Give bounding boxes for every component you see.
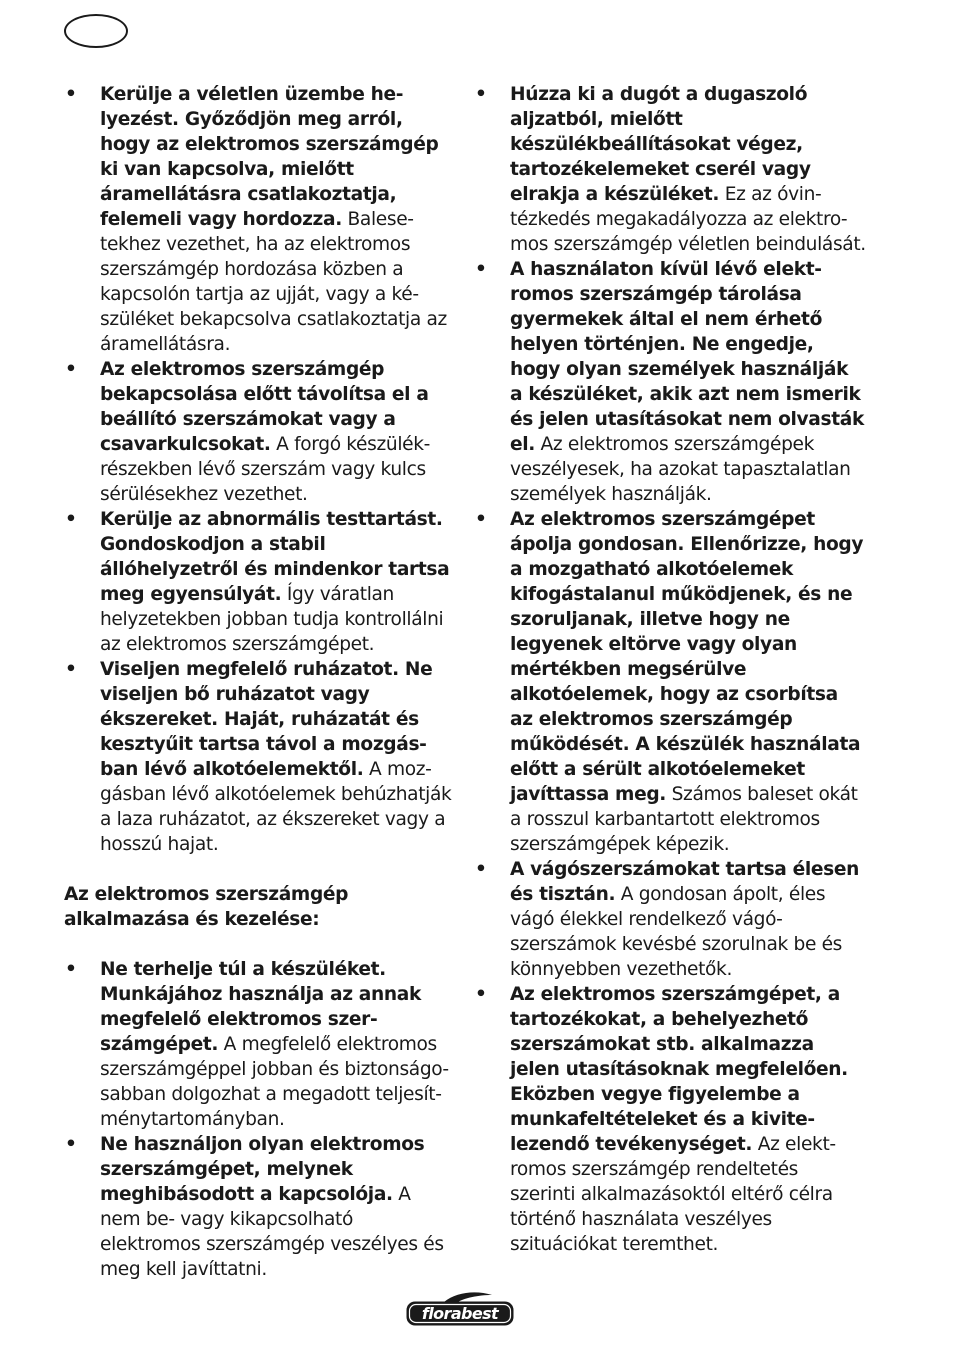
bullet: • <box>475 509 487 530</box>
item-bold-text: Ne használjon olyan elektromos szerszámgépet, melynek meghibásodott a kapcsolója. <box>100 1134 425 1205</box>
item-text: Így váratlan helyzetekben jobban tudja kontrollálni az elektromos szerszámgépet. <box>100 584 444 655</box>
bullet: • <box>65 1134 77 1155</box>
list-item <box>474 82 866 257</box>
bullet: • <box>475 984 487 1005</box>
item-bold-text: Kerülje az abnormális testtartást. Gondoskodjon a stabil állóhelyzetről és mindenkor tartsa meg egyensúlyát. <box>100 509 450 605</box>
bullet: • <box>65 509 77 530</box>
item-text: A gondosan ápolt, éles vágó élekkel rendelkező vágószerszámok kevésbé szorulnak be és könnyebben vezethetők. <box>510 884 843 980</box>
item-text: Az elektromos szerszámgépek veszélyesek, ha azokat tapasztalatlan személyek használják. <box>510 434 851 505</box>
florabest-logo <box>404 1290 516 1328</box>
right-column <box>474 82 866 1257</box>
list-item <box>64 1132 456 1282</box>
bullet: • <box>475 259 487 280</box>
list-item <box>474 982 866 1257</box>
section-heading: Az elektromos szerszámgép alkalmazása és kezelése: <box>64 884 349 930</box>
item-bold-text: Az elektromos szerszámgépet ápolja gondosan. Ellenőrizze, hogy a mozgatható alkotóelemek kifogástalanul működjenek, és ne szoruljanak, illetve hogy ne legyenek eltörve vagy olyan mértékben megsérülve alkotóelemek, hogy az csorbítsa az elektromos szerszámgép működését. A készülék használata előtt a sérült alkotóelemeket javíttassa meg. <box>510 509 864 805</box>
item-bold-text: Az elektromos szerszámgépet, a tartozékokat, a behelyezhető szerszámokat stb. alkalmazza jelen utasításoknak megfelelően. Eközben vegye figyelembe a munkafeltételeket és a kivitelezendő tevékenységet. <box>510 984 848 1155</box>
item-text: Számos baleset okát a rosszul karbantartott elektromos szerszámgépek képezik. <box>510 784 858 855</box>
logo-leaf-icon <box>444 1292 492 1303</box>
left-column <box>64 82 456 1282</box>
item-bold-text: Az elektromos szerszámgép bekapcsolása előtt távolítsa el a beállító szerszámokat vagy a csavarkulcsokat. <box>100 359 429 455</box>
list-item <box>64 657 456 857</box>
item-bold-text: A használaton kívül lévő elektromos szerszámgép tárolása gyermekek által el nem érhető helyen történjen. Ne engedje, hogy olyan személyek használják a készüléket, akik azt nem ismerik és jelen utasításokat nem olvasták el. <box>510 259 864 455</box>
item-text: A megfelelő elektromos szerszámgéppel jobban és biztonságosabban dolgozhat a megadott teljesítménytartományban. <box>100 1034 450 1130</box>
bullet: • <box>65 359 77 380</box>
bullet: • <box>65 659 77 680</box>
bullet: • <box>65 84 77 105</box>
item-bold-text: Ne terhelje túl a készüléket. Munkájához használja az annak megfelelő elektromos szerszámgépet. <box>100 959 421 1055</box>
item-text: A nem be- vagy kikapcsolható elektromos szerszámgép veszélyes és meg kell javíttatni. <box>100 1184 444 1280</box>
list-item <box>474 857 866 982</box>
item-bold-text: Húzza ki a dugót a dugaszoló aljzatból, mielőtt készülékbeállításokat végez, tartozékelemeket cserél vagy elrakja a készüléket. <box>510 84 811 205</box>
list-item <box>64 957 456 1132</box>
bullet: • <box>475 84 487 105</box>
language-badge <box>64 14 128 48</box>
item-bold-text: Kerülje a véletlen üzembe helyezést. Győződjön meg arról, hogy az elektromos szerszámgép ki van kapcsolva, mielőtt áramellátásra csatlakoztatja, felemeli vagy hordozza. <box>100 84 439 230</box>
bullet: • <box>475 859 487 880</box>
item-bold-text: A vágószerszámokat tartsa élesen és tisztán. <box>510 859 860 905</box>
list-item <box>64 507 456 657</box>
item-text: A mozgásban lévő alkotóelemek behúzhatják a laza ruházatot, az ékszereket vagy a hosszú hajat. <box>100 759 452 855</box>
item-bold-text: Viseljen megfelelő ruházatot. Ne viseljen bő ruházatot vagy ékszereket. Haját, ruházatát és kesztyűit tartsa távol a mozgásban lévő alkotóelemektől. <box>100 659 433 780</box>
list-item <box>474 257 866 507</box>
item-text: Az elektromos szerszámgép rendeltetés szerinti alkalmazásoktól eltérő célra történő használata veszélyes szituációkat teremthet. <box>510 1134 837 1255</box>
list-item <box>64 357 456 507</box>
bullet: • <box>65 959 77 980</box>
logo-text: florabest <box>421 1304 499 1323</box>
list-item <box>64 82 456 357</box>
item-text: Balesetekhez vezethet, ha az elektromos szerszámgép hordozása közben a kapcsolón tartja az ujját, vagy a készüléket bekapcsolva csatlakoztatja az áramellátásra. <box>100 209 447 355</box>
item-text: Ez az óvintézkedés megakadályozza az elektromos szerszámgép véletlen beindulását. <box>510 184 866 255</box>
list-item <box>474 507 866 857</box>
item-text: A forgó készülékrészekben lévő szerszám vagy kulcs sérülésekhez vezethet. <box>100 434 431 505</box>
